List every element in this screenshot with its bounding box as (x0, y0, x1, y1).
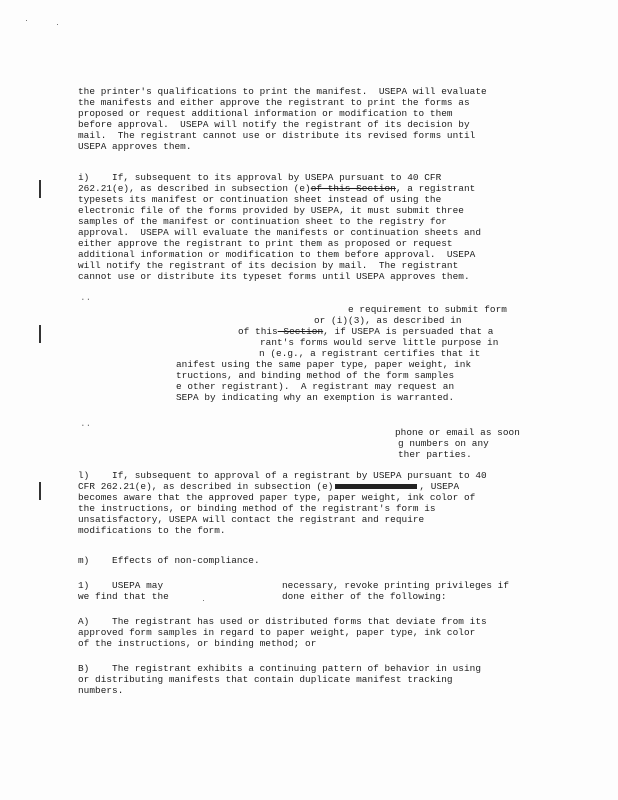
text-segment: 262.21(e), as described in subsection (e) (78, 183, 311, 194)
text-line: USEPA approves them. (78, 141, 192, 152)
text-line: e other registrant). A registrant may request an (176, 381, 455, 392)
text-line (238, 326, 493, 337)
text-line: mail. The registrant cannot use or distribute its revised forms until (78, 130, 476, 141)
text-line: e requirement to submit form (348, 304, 507, 315)
text-line: B) The registrant exhibits a continuing pattern of behavior in using (78, 663, 481, 674)
text-segment: of this (238, 326, 278, 337)
text-line: tructions, and binding method of the form samples (176, 370, 455, 381)
scan-speck (57, 24, 58, 25)
text-line (78, 183, 475, 194)
text-line: we find that the (78, 591, 169, 602)
text-line: A) The registrant has used or distributed forms that deviate from its (78, 616, 487, 627)
redaction-mark (335, 484, 417, 489)
text-line: necessary, revoke printing privileges if (282, 580, 510, 591)
text-line: typesets its manifest or continuation sheet instead of using the (78, 194, 442, 205)
text-line: 1) USEPA may (78, 580, 164, 591)
text-line: samples of the manifest or continuation sheet to the registry for (78, 216, 447, 227)
struck-text: of this Section (310, 183, 396, 194)
change-bar (39, 325, 41, 343)
text-line: done either of the following: (282, 591, 447, 602)
change-bar (39, 482, 41, 500)
text-line: l) If, subsequent to approval of a registrant by USEPA pursuant to 40 (78, 470, 487, 481)
text-line: the printer's qualifications to print the manifest. USEPA will evaluate (78, 86, 487, 97)
text-line: cannot use or distribute its typeset forms until USEPA approves them. (78, 271, 470, 282)
text-segment: , if USEPA is persuaded that a (323, 326, 494, 337)
text-line: i) If, subsequent to its approval by USEPA pursuant to 40 CFR (78, 172, 442, 183)
text-line: approved form samples in regard to paper weight, paper type, ink color (78, 627, 476, 638)
text-line: additional information or modification to them before approval. USEPA (78, 249, 476, 260)
text-segment: , a registrant (395, 183, 476, 194)
scan-speck (203, 600, 204, 601)
scan-speck (26, 20, 27, 21)
text-line: rant's forms would serve little purpose in (260, 337, 499, 348)
text-line: modifications to the form. (78, 525, 226, 536)
change-bar (39, 180, 41, 198)
text-line: approval. USEPA will evaluate the manifests or continuation sheets and (78, 227, 481, 238)
text-line: the manifests and either approve the registrant to print the forms as (78, 97, 470, 108)
text-line: n (e.g., a registrant certifies that it (259, 348, 481, 359)
text-line: electronic file of the forms provided by USEPA, it must submit three (78, 205, 464, 216)
text-line: either approve the registrant to print them as proposed or request (78, 238, 453, 249)
text-line: or (i)(3), as described in (314, 315, 462, 326)
struck-text: Section (277, 326, 324, 337)
text-segment: CFR 262.21(e), as described in subsection (e) (78, 481, 334, 492)
text-line: or distributing manifests that contain duplicate manifest tracking (78, 674, 453, 685)
scan-marker: .. (80, 292, 92, 303)
text-line: ther parties. (398, 449, 472, 460)
text-line (78, 481, 459, 492)
section-heading: m) Effects of non-compliance. (78, 555, 260, 566)
text-line: unsatisfactory, USEPA will contact the registrant and require (78, 514, 425, 525)
text-line: numbers. (78, 685, 124, 696)
text-line: anifest using the same paper type, paper weight, ink (176, 359, 472, 370)
scan-marker: .. (80, 418, 92, 429)
text-line: proposed or request additional information or modification to them (78, 108, 453, 119)
text-line: of the instructions, or binding method; or (78, 638, 317, 649)
text-line: the instructions, or binding method of the registrant's form is (78, 503, 436, 514)
text-segment: , USEPA (419, 481, 460, 492)
text-line: phone or email as soon (395, 427, 520, 438)
text-line: g numbers on any (398, 438, 489, 449)
text-line: will notify the registrant of its decision by mail. The registrant (78, 260, 459, 271)
text-line: SEPA by indicating why an exemption is warranted. (176, 392, 455, 403)
text-line: before approval. USEPA will notify the registrant of its decision by (78, 119, 470, 130)
text-line: becomes aware that the approved paper type, paper weight, ink color of (78, 492, 476, 503)
